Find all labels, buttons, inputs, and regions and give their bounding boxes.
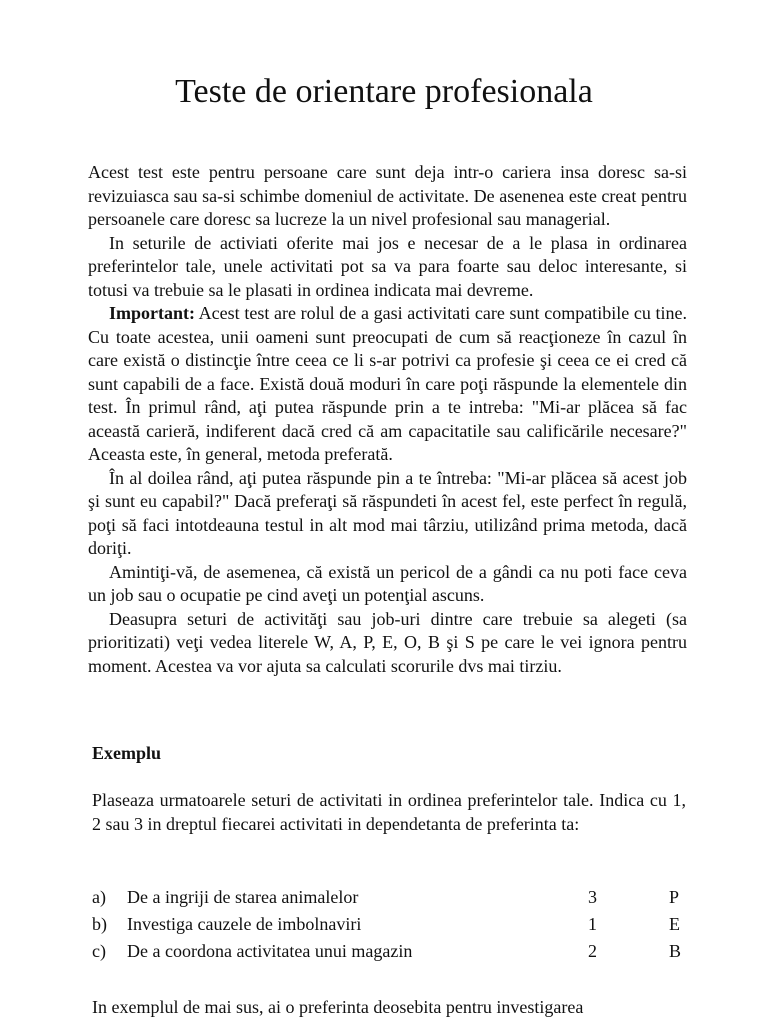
item-text: De a ingriji de starea animalelor [127, 887, 359, 907]
item-score: 1 [588, 914, 597, 934]
item-letter: b) [92, 914, 107, 934]
paragraph-text: Acest test este pentru persoane care sunt deja intr-o cariera insa doresc sa-si revizuiasca sau sa-si schimbe domeniul de activitate. De asenenea este creat pentru persoanele care doresc sa lucreze la un nivel profesional sau managerial. [88, 162, 687, 229]
paragraph-text: Acest test are rolul de a gasi activitati care sunt compatibile cu tine. Cu toate acestea, unii oameni sunt preocupati de cum să reacţioneze în cazul în care există o distincţie între ceea ce li s-ar potrivi ca profesie şi ceea ce ei cred că sunt capabili de a face. Există două moduri în care poţi răspunde la elementele din test. În primul rând, aţi putea răspunde prin a te intreba: "Mi-ar plăcea să fac această carieră, indiferent dacă cred că am capacitatile sau calificările necesare?" Aceasta este, în general, metoda preferată. [88, 303, 687, 464]
example-list [92, 887, 686, 968]
closing-paragraph: In exemplul de mai sus, ai o preferinta deosebita pentru investigarea [92, 997, 584, 1017]
intro-body [88, 161, 687, 678]
paragraph-instructions [88, 232, 687, 303]
item-text: De a coordona activitatea unui magazin [127, 941, 413, 961]
list-item [92, 941, 686, 968]
list-item [92, 914, 686, 941]
paragraph-important [88, 302, 687, 467]
paragraph-text: Amintiţi-vă, de asemenea, că există un pericol de a gândi ca nu poti face ceva un job sau o ocupatie pe cind aveţi un potenţial ascuns. [88, 561, 687, 605]
item-code: B [669, 941, 682, 961]
item-score: 3 [588, 887, 597, 907]
paragraph-second-method [88, 467, 687, 561]
paragraph-text: În al doilea rând, aţi putea răspunde pin a te întreba: "Mi-ar plăcea să acest job şi sunt eu capabil?" Dacă preferaţi să răspundeti în acest fel, este perfect în regulă, poţi să faci intotdeauna testul in alt mod mai târziu, utilizând prima metoda, dacă doriţi. [88, 467, 687, 558]
item-score: 2 [588, 941, 597, 961]
item-code: E [669, 914, 680, 934]
paragraph-text: Deasupra seturi de activităţi sau job-uri dintre care trebuie sa alegeti (sa prioritizati) veţi vedea literele W, A, P, E, O, B şi S pe care le vei ignora pentru moment. Acestea va vor ajuta sa calculati scorurile dvs mai tirziu. [88, 608, 687, 676]
item-text: Investiga cauzele de imbolnaviri [127, 914, 362, 934]
item-letter: a) [92, 887, 106, 907]
page-title: Teste de orientare profesionala [175, 73, 593, 110]
paragraph-letters [88, 608, 687, 679]
list-item [92, 887, 686, 914]
item-code: P [669, 887, 680, 907]
paragraph-reminder [88, 561, 687, 608]
example-heading: Exemplu [92, 743, 162, 763]
item-letter: c) [92, 941, 106, 961]
important-label: Important: [109, 303, 195, 323]
paragraph-text: In seturile de activiati oferite mai jos e necesar de a le plasa in ordinarea preferintelor tale, unele activitati pot sa va para foarte sau deloc interesante, si totusi va trebuie sa le plasati in ordinea indicata mai devreme. [88, 232, 687, 300]
example-instructions: Plaseaza urmatoarele seturi de activitati in ordinea preferintelor tale. Indica cu 1, 2 sau 3 in dreptul fiecarei activitati in dependetanta de preferinta ta: [92, 790, 686, 834]
paragraph-intro [88, 161, 687, 232]
